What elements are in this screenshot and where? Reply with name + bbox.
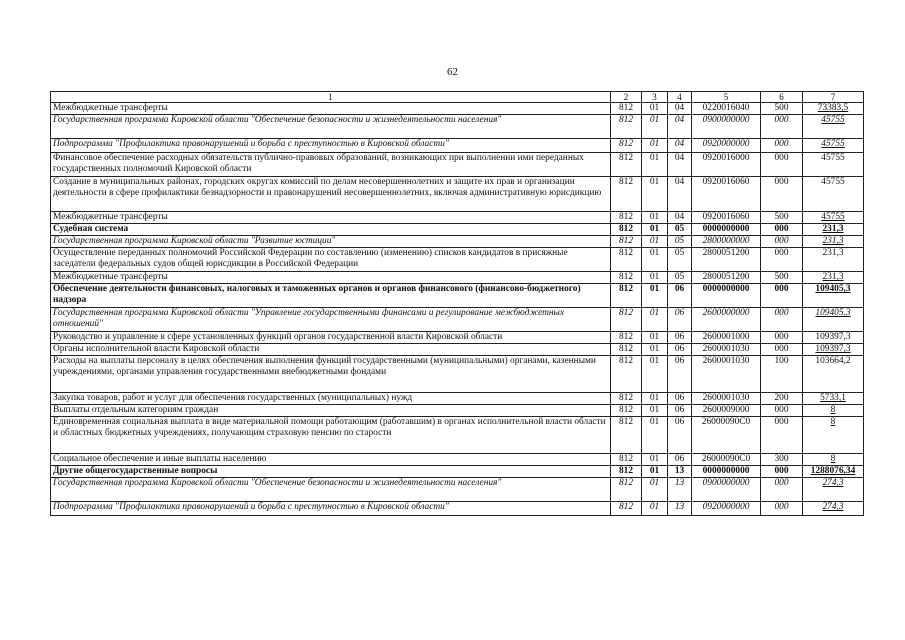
row-name: Другие общегосударственные вопросы — [51, 466, 611, 478]
table-row — [51, 103, 864, 115]
row-name: Органы исполнительной власти Кировской области — [51, 344, 611, 356]
subsection-code: 06 — [668, 405, 692, 417]
amount: 1288076,34 — [803, 466, 864, 478]
subsection-code: 04 — [668, 212, 692, 224]
amount: 8 — [803, 454, 864, 466]
ministry-code: 812 — [611, 344, 642, 356]
table-row — [51, 466, 864, 478]
amount: 231,3 — [803, 272, 864, 284]
section-code: 01 — [642, 356, 668, 393]
row-name: Социальное обеспечение и иные выплаты населению — [51, 454, 611, 466]
section-code: 01 — [642, 272, 668, 284]
table-row — [51, 224, 864, 236]
amount: 231,3 — [803, 248, 864, 272]
row-name: Межбюджетные трансферты — [51, 212, 611, 224]
header-cell: 4 — [668, 92, 692, 103]
table-row — [51, 502, 864, 516]
expense-type-code: 000 — [761, 466, 803, 478]
amount: 231,3 — [803, 236, 864, 248]
ministry-code: 812 — [611, 454, 642, 466]
row-name: Закупка товаров, работ и услуг для обеспечения государственных (муниципальных) нужд — [51, 393, 611, 405]
target-code: 2600001000 — [692, 332, 761, 344]
ministry-code: 812 — [611, 466, 642, 478]
expense-type-code: 100 — [761, 356, 803, 393]
ministry-code: 812 — [611, 478, 642, 502]
table-row — [51, 177, 864, 212]
subsection-code: 06 — [668, 284, 692, 308]
target-code: 2800051200 — [692, 248, 761, 272]
expense-type-code: 000 — [761, 153, 803, 177]
target-code: 26000090С0 — [692, 417, 761, 454]
row-name: Подпрограмма "Профилактика правонарушений и борьба с преступностью в Кировской области" — [51, 502, 611, 516]
row-name: Создание в муниципальных районах, городских округах комиссий по делам несовершеннолетних и защите их прав и организации деятельности в сфере профилактики безнадзорности и правонарушений несовершеннолетних, включая административную юрисдикцию — [51, 177, 611, 212]
section-code: 01 — [642, 115, 668, 139]
target-code: 0920016060 — [692, 212, 761, 224]
table-row — [51, 248, 864, 272]
page-number: 62 — [447, 66, 458, 78]
section-code: 01 — [642, 248, 668, 272]
amount: 109405,3 — [803, 308, 864, 332]
row-name: Государственная программа Кировской области "Обеспечение безопасности и жизнедеятельности населения" — [51, 115, 611, 139]
expense-type-code: 300 — [761, 454, 803, 466]
section-code: 01 — [642, 502, 668, 516]
target-code: 2600001030 — [692, 356, 761, 393]
target-code: 2800000000 — [692, 236, 761, 248]
target-code: 2600009000 — [692, 405, 761, 417]
amount: 103664,2 — [803, 356, 864, 393]
ministry-code: 812 — [611, 139, 642, 153]
ministry-code: 812 — [611, 308, 642, 332]
row-name: Подпрограмма "Профилактика правонарушений и борьба с преступностью в Кировской области" — [51, 139, 611, 153]
target-code: 2600001030 — [692, 393, 761, 405]
row-name: Выплаты отдельным категориям граждан — [51, 405, 611, 417]
section-code: 01 — [642, 332, 668, 344]
expense-type-code: 500 — [761, 103, 803, 115]
row-name: Государственная программа Кировской области "Развитие юстиции" — [51, 236, 611, 248]
budget-table-body — [51, 92, 864, 516]
amount: 231,3 — [803, 224, 864, 236]
subsection-code: 06 — [668, 417, 692, 454]
subsection-code: 06 — [668, 356, 692, 393]
subsection-code: 05 — [668, 224, 692, 236]
section-code: 01 — [642, 284, 668, 308]
target-code: 0000000000 — [692, 284, 761, 308]
row-name: Расходы на выплаты персоналу в целях обеспечения выполнения функций государственными (муниципальными) органами, казенными учреждениями, органами управления государственными внебюджетными фондами — [51, 356, 611, 393]
amount: 45755 — [803, 153, 864, 177]
section-code: 01 — [642, 478, 668, 502]
subsection-code: 04 — [668, 139, 692, 153]
table-row — [51, 405, 864, 417]
row-name: Государственная программа Кировской области "Управление государственными финансами и регулирование межбюджетных отношений" — [51, 308, 611, 332]
header-cell: 6 — [761, 92, 803, 103]
ministry-code: 812 — [611, 332, 642, 344]
amount: 274,3 — [803, 502, 864, 516]
section-code: 01 — [642, 308, 668, 332]
amount: 73383,5 — [803, 103, 864, 115]
row-name: Судебная система — [51, 224, 611, 236]
subsection-code: 05 — [668, 248, 692, 272]
amount: 45755 — [803, 177, 864, 212]
target-code: 0920016060 — [692, 177, 761, 212]
section-code: 01 — [642, 153, 668, 177]
target-code: 2600000000 — [692, 308, 761, 332]
target-code: 0900000000 — [692, 115, 761, 139]
section-code: 01 — [642, 236, 668, 248]
header-cell: 1 — [51, 92, 611, 103]
target-code: 0000000000 — [692, 466, 761, 478]
table-row — [51, 212, 864, 224]
expense-type-code: 000 — [761, 478, 803, 502]
expense-type-code: 000 — [761, 417, 803, 454]
row-name: Обеспечение деятельности финансовых, налоговых и таможенных органов и органов финансового (финансово-бюджетного) надзора — [51, 284, 611, 308]
subsection-code: 04 — [668, 153, 692, 177]
budget-table — [50, 91, 864, 516]
subsection-code: 04 — [668, 177, 692, 212]
ministry-code: 812 — [611, 417, 642, 454]
ministry-code: 812 — [611, 153, 642, 177]
expense-type-code: 000 — [761, 177, 803, 212]
row-name: Государственная программа Кировской области "Обеспечение безопасности и жизнедеятельности населения" — [51, 478, 611, 502]
section-code: 01 — [642, 405, 668, 417]
row-name: Финансовое обеспечение расходных обязательств публично-правовых образований, возникающих при выполнении ими переданных государственных полномочий Кировской области — [51, 153, 611, 177]
ministry-code: 812 — [611, 272, 642, 284]
table-row — [51, 356, 864, 393]
table-row — [51, 344, 864, 356]
expense-type-code: 000 — [761, 224, 803, 236]
section-code: 01 — [642, 139, 668, 153]
expense-type-code: 000 — [761, 236, 803, 248]
subsection-code: 05 — [668, 236, 692, 248]
table-row — [51, 284, 864, 308]
subsection-code: 13 — [668, 466, 692, 478]
target-code: 0920000000 — [692, 502, 761, 516]
expense-type-code: 500 — [761, 212, 803, 224]
table-row — [51, 393, 864, 405]
target-code: 0900000000 — [692, 478, 761, 502]
subsection-code: 06 — [668, 332, 692, 344]
subsection-code: 06 — [668, 344, 692, 356]
section-code: 01 — [642, 466, 668, 478]
ministry-code: 812 — [611, 405, 642, 417]
row-name: Межбюджетные трансферты — [51, 103, 611, 115]
ministry-code: 812 — [611, 236, 642, 248]
ministry-code: 812 — [611, 356, 642, 393]
row-name: Единовременная социальная выплата в виде материальной помощи работающим (работавшим) в органах исполнительной власти области и областных бюджетных учреждениях, получающим страховую пенсию по старости — [51, 417, 611, 454]
table-row — [51, 417, 864, 454]
expense-type-code: 000 — [761, 344, 803, 356]
expense-type-code: 000 — [761, 115, 803, 139]
expense-type-code: 000 — [761, 332, 803, 344]
expense-type-code: 000 — [761, 405, 803, 417]
target-code: 0920016000 — [692, 153, 761, 177]
row-name: Межбюджетные трансферты — [51, 272, 611, 284]
amount: 45755 — [803, 139, 864, 153]
subsection-code: 05 — [668, 272, 692, 284]
amount: 109397,3 — [803, 344, 864, 356]
section-code: 01 — [642, 417, 668, 454]
amount: 45755 — [803, 212, 864, 224]
table-row — [51, 236, 864, 248]
subsection-code: 13 — [668, 478, 692, 502]
section-code: 01 — [642, 177, 668, 212]
expense-type-code: 000 — [761, 284, 803, 308]
header-cell: 7 — [803, 92, 864, 103]
ministry-code: 812 — [611, 502, 642, 516]
target-code: 0000000000 — [692, 224, 761, 236]
ministry-code: 812 — [611, 393, 642, 405]
row-name: Осуществление переданных полномочий Российской Федерации по составлению (изменению) списков кандидатов в присяжные заседатели федеральных судов общей юрисдикции в Российской Федерации — [51, 248, 611, 272]
section-code: 01 — [642, 454, 668, 466]
table-row — [51, 454, 864, 466]
ministry-code: 812 — [611, 284, 642, 308]
target-code: 0220016040 — [692, 103, 761, 115]
amount: 109405,3 — [803, 284, 864, 308]
subsection-code: 04 — [668, 103, 692, 115]
expense-type-code: 000 — [761, 139, 803, 153]
section-code: 01 — [642, 212, 668, 224]
table-row — [51, 478, 864, 502]
ministry-code: 812 — [611, 224, 642, 236]
amount: 109397,3 — [803, 332, 864, 344]
subsection-code: 13 — [668, 502, 692, 516]
header-cell: 2 — [611, 92, 642, 103]
expense-type-code: 000 — [761, 248, 803, 272]
subsection-code: 06 — [668, 454, 692, 466]
expense-type-code: 000 — [761, 308, 803, 332]
table-header-row — [51, 92, 864, 103]
table-row — [51, 272, 864, 284]
subsection-code: 06 — [668, 393, 692, 405]
ministry-code: 812 — [611, 177, 642, 212]
section-code: 01 — [642, 224, 668, 236]
amount: 45755 — [803, 115, 864, 139]
table-row — [51, 115, 864, 139]
subsection-code: 06 — [668, 308, 692, 332]
header-cell: 5 — [692, 92, 761, 103]
target-code: 2800051200 — [692, 272, 761, 284]
row-name: Руководство и управление в сфере установленных функций органов государственной власти Кировской области — [51, 332, 611, 344]
ministry-code: 812 — [611, 212, 642, 224]
table-row — [51, 153, 864, 177]
section-code: 01 — [642, 393, 668, 405]
amount: 274,3 — [803, 478, 864, 502]
section-code: 01 — [642, 344, 668, 356]
expense-type-code: 200 — [761, 393, 803, 405]
target-code: 2600001030 — [692, 344, 761, 356]
target-code: 0920000000 — [692, 139, 761, 153]
ministry-code: 812 — [611, 115, 642, 139]
subsection-code: 04 — [668, 115, 692, 139]
ministry-code: 812 — [611, 103, 642, 115]
amount: 5733,1 — [803, 393, 864, 405]
target-code: 26000090С0 — [692, 454, 761, 466]
table-row — [51, 308, 864, 332]
table-row — [51, 332, 864, 344]
expense-type-code: 000 — [761, 502, 803, 516]
amount: 8 — [803, 417, 864, 454]
table-row — [51, 139, 864, 153]
ministry-code: 812 — [611, 248, 642, 272]
section-code: 01 — [642, 103, 668, 115]
amount: 8 — [803, 405, 864, 417]
header-cell: 3 — [642, 92, 668, 103]
expense-type-code: 500 — [761, 272, 803, 284]
